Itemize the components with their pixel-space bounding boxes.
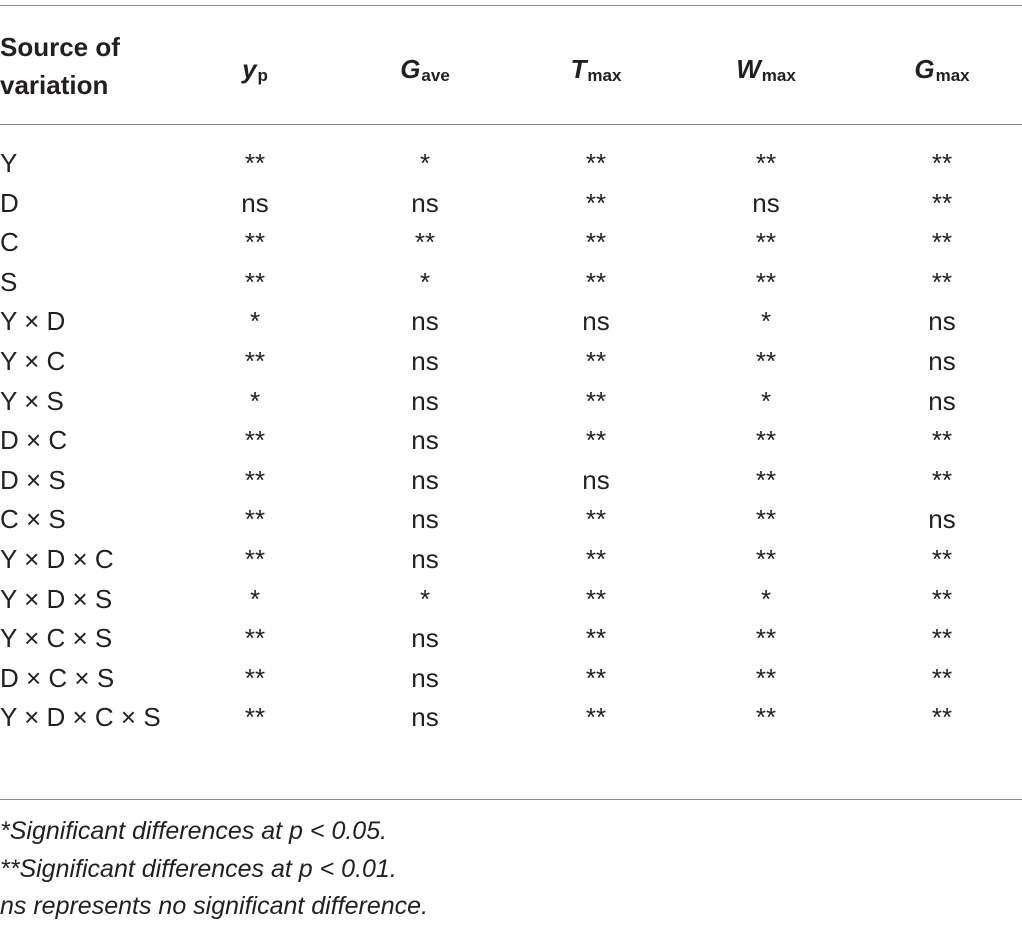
cell-gave: ns (411, 187, 439, 218)
cell-yp: * (249, 306, 261, 337)
cell-gmax: ns (928, 504, 956, 535)
table-row (0, 224, 1022, 264)
cell-yp: ** (244, 227, 266, 258)
cell-gmax: ** (931, 266, 953, 297)
table-row (0, 620, 1022, 660)
cell-wmax: ** (755, 623, 777, 654)
cell-yp: ** (244, 504, 266, 535)
cell-gave: ns (411, 623, 439, 654)
row-source: Y (0, 148, 18, 178)
footnote-ns: ns represents no significant difference. (0, 892, 429, 920)
cell-gmax: ** (931, 662, 953, 693)
cell-tmax: ** (585, 266, 607, 297)
cell-gave: ns (411, 543, 439, 574)
table-row (0, 422, 1022, 462)
row-source: C × S (0, 504, 66, 535)
table-row (0, 145, 1022, 185)
row-source: S (0, 266, 18, 297)
cell-gave: ns (411, 385, 439, 416)
cell-yp: * (249, 583, 261, 614)
cell-wmax: ** (755, 543, 777, 574)
cell-tmax: ** (585, 227, 607, 258)
cell-wmax: ** (755, 662, 777, 693)
header-tmax-sub: max (587, 66, 622, 85)
cell-wmax: ns (752, 187, 780, 218)
row-source: Y × D (0, 306, 66, 337)
cell-tmax: ** (585, 385, 607, 416)
cell-yp: ** (244, 662, 266, 693)
cell-yp: * (249, 385, 261, 416)
cell-yp: ** (244, 425, 266, 456)
footnote-p001: **Significant differences at p < 0.01. (0, 854, 397, 883)
header-gmax-main: G (914, 54, 935, 84)
table-row (0, 462, 1022, 502)
cell-tmax: ** (585, 702, 607, 733)
header-wmax-sub: max (761, 66, 796, 85)
row-source: C (0, 227, 19, 258)
table-row (0, 541, 1022, 581)
cell-gmax: ** (931, 227, 953, 258)
table-row (0, 185, 1022, 225)
cell-wmax: ** (755, 227, 777, 258)
table-row (0, 264, 1022, 304)
cell-gave: ns (411, 345, 439, 376)
cell-tmax: ** (585, 187, 607, 218)
header-yp-sub: p (257, 66, 268, 85)
table-row (0, 303, 1022, 343)
cell-tmax: ** (585, 623, 607, 654)
table-row (0, 501, 1022, 541)
cell-gave: ns (411, 504, 439, 535)
row-source: Y × D × S (0, 583, 113, 614)
cell-gmax: ** (931, 543, 953, 574)
cell-tmax: ** (585, 504, 607, 535)
cell-gave: ns (411, 306, 439, 337)
cell-wmax: * (760, 385, 772, 416)
cell-yp: ** (244, 148, 266, 178)
table-row (0, 660, 1022, 700)
cell-tmax: ** (585, 148, 607, 178)
cell-gmax: ** (931, 425, 953, 456)
cell-wmax: * (760, 306, 772, 337)
header-gave (365, 54, 485, 91)
header-wmax (706, 54, 826, 91)
cell-yp: ns (241, 187, 269, 218)
cell-tmax: ** (585, 345, 607, 376)
header-gmax-sub: max (935, 66, 970, 85)
table-header-rule (0, 124, 1022, 125)
cell-wmax: ** (755, 345, 777, 376)
cell-gmax: ns (928, 345, 956, 376)
header-source-line1: Source of (0, 32, 120, 62)
cell-wmax: ** (755, 702, 777, 733)
header-source-of-variation (0, 28, 120, 104)
cell-gmax: ns (928, 385, 956, 416)
cell-wmax: * (760, 583, 772, 614)
row-source: D (0, 187, 19, 218)
cell-tmax: ** (585, 662, 607, 693)
cell-gmax: ** (931, 464, 953, 495)
table-row (0, 343, 1022, 383)
cell-tmax: ns (582, 306, 610, 337)
cell-gave: ns (411, 464, 439, 495)
cell-gave: ns (411, 662, 439, 693)
row-source: Y × D × C × S (0, 702, 161, 733)
table-row (0, 699, 1022, 739)
table-bottom-rule (0, 799, 1022, 800)
table-row (0, 581, 1022, 621)
cell-gmax: ** (931, 702, 953, 733)
header-source-line2: variation (0, 70, 109, 100)
header-yp (195, 54, 315, 91)
header-yp-main: y (242, 54, 257, 84)
row-source: Y × C × S (0, 623, 113, 654)
table-footnotes (0, 813, 1022, 926)
header-gave-main: G (400, 54, 421, 84)
footnote-p005: *Significant differences at p < 0.05. (0, 817, 388, 845)
header-tmax-main: T (570, 54, 587, 84)
cell-yp: ** (244, 702, 266, 733)
cell-wmax: ** (755, 504, 777, 535)
cell-wmax: ** (755, 425, 777, 456)
row-source: Y × D × C (0, 543, 114, 574)
cell-tmax: ** (585, 583, 607, 614)
cell-gmax: ns (928, 306, 956, 337)
table-row (0, 383, 1022, 423)
cell-gave: ** (414, 227, 436, 258)
header-gmax (882, 54, 1002, 91)
row-source: Y × S (0, 385, 64, 416)
cell-gave: * (419, 148, 431, 178)
header-tmax (536, 54, 656, 91)
cell-gave: ns (411, 425, 439, 456)
cell-yp: ** (244, 543, 266, 574)
cell-wmax: ** (755, 148, 777, 178)
cell-gmax: ** (931, 187, 953, 218)
header-wmax-main: W (736, 54, 761, 84)
cell-gmax: ** (931, 148, 953, 178)
row-source: Y × C (0, 345, 66, 376)
table-body (0, 145, 1022, 739)
cell-gave: ns (411, 702, 439, 733)
header-gave-sub: ave (421, 66, 450, 85)
cell-gmax: ** (931, 583, 953, 614)
cell-yp: ** (244, 266, 266, 297)
cell-gave: * (419, 583, 431, 614)
cell-gave: * (419, 266, 431, 297)
cell-yp: ** (244, 345, 266, 376)
row-source: D × C (0, 425, 68, 456)
cell-tmax: ** (585, 543, 607, 574)
cell-gmax: ** (931, 623, 953, 654)
cell-yp: ** (244, 623, 266, 654)
row-source: D × C × S (0, 662, 115, 693)
cell-tmax: ** (585, 425, 607, 456)
table-top-rule (0, 5, 1022, 6)
cell-tmax: ns (582, 464, 610, 495)
cell-wmax: ** (755, 464, 777, 495)
cell-wmax: ** (755, 266, 777, 297)
cell-yp: ** (244, 464, 266, 495)
row-source: D × S (0, 464, 66, 495)
